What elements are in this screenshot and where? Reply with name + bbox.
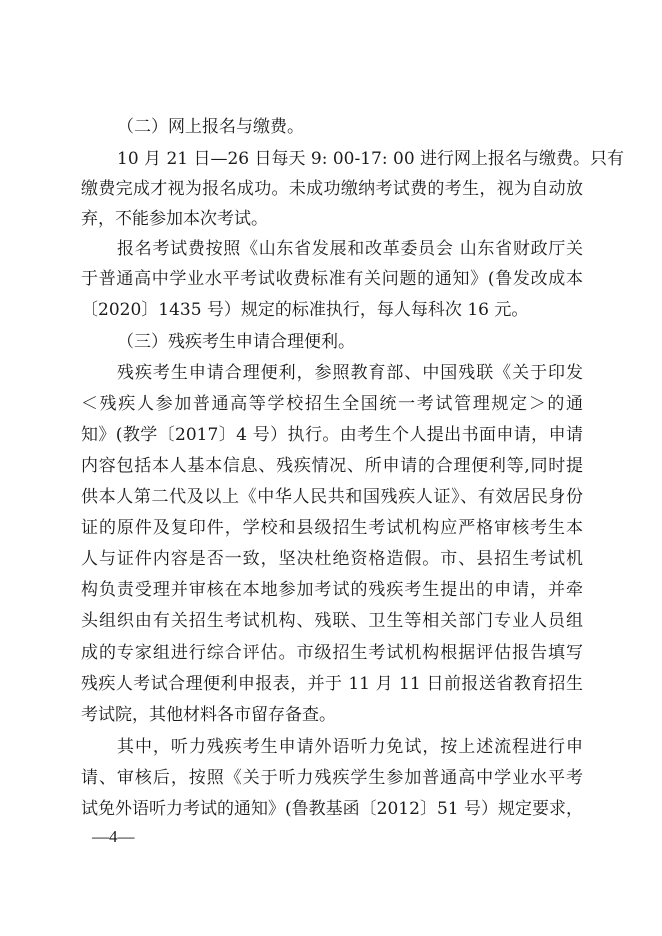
paragraph-line: 成的专家组进行综合评估。市级招生考试机构根据评估报告填写 bbox=[81, 643, 583, 663]
paragraph-line: 考试院，其他材料各市留存备查。 bbox=[81, 705, 336, 725]
paragraph-line: ＜残疾人参加普通高等学校招生全国统一考试管理规定＞的通 bbox=[81, 394, 583, 414]
paragraph-line: 〔2020〕1435 号）规定的标准执行，每人每科次 16 元。 bbox=[81, 300, 529, 320]
section-heading-online-registration: （二）网上报名与缴费。 bbox=[117, 117, 304, 137]
paragraph-line: 请、审核后，按照《关于听力残疾学生参加普通高中学业水平考 bbox=[81, 768, 583, 788]
paragraph-line: 知》(教学〔2017〕4 号）执行。由考生个人提出书面申请，申请 bbox=[81, 425, 583, 445]
paragraph-line: 于普通高中学业水平考试收费标准有关问题的通知》(鲁发改成本 bbox=[81, 269, 583, 289]
paragraph-line: 证的原件及复印件，学校和县级招生考试机构应严格审核考生本 bbox=[81, 518, 583, 538]
paragraph-line: 试免外语听力考试的通知》(鲁教基函〔2012〕51 号）规定要求， bbox=[81, 799, 583, 819]
paragraph-line: 缴费完成才视为报名成功。未成功缴纳考试费的考生，视为自动放 bbox=[81, 179, 583, 199]
paragraph-line: 报名考试费按照《山东省发展和改革委员会 山东省财政厅关 bbox=[117, 239, 583, 259]
section-heading-disability-accommodation: （三）残疾考生申请合理便利。 bbox=[117, 332, 355, 352]
paragraph-line: 供本人第二代及以上《中华人民共和国残疾人证》、有效居民身份 bbox=[81, 487, 583, 507]
paragraph-line: 构负责受理并审核在本地参加考试的残疾考生提出的申请，并牵 bbox=[81, 580, 583, 600]
paragraph-line: 残疾人考试合理便利申报表，并于 11 月 11 日前报送省教育招生 bbox=[81, 674, 583, 694]
paragraph-line: 内容包括本人基本信息、残疾情况、所申请的合理便利等,同时提 bbox=[81, 456, 583, 476]
paragraph-line: 弃，不能参加本次考试。 bbox=[81, 209, 268, 229]
paragraph-line: 其中，听力残疾考生申请外语听力免试，按上述流程进行申 bbox=[117, 737, 583, 757]
page-number: —4— bbox=[92, 827, 135, 846]
paragraph-line: 残疾考生申请合理便利，参照教育部、中国残联《关于印发 bbox=[117, 363, 583, 383]
paragraph-line: 人与证件内容是否一致，坚决杜绝资格造假。市、县招生考试机 bbox=[81, 549, 583, 569]
paragraph-line: 头组织由有关招生考试机构、残联、卫生等相关部门专业人员组 bbox=[81, 611, 583, 631]
paragraph-line: 10 月 21 日—26 日每天 9: 00-17: 00 进行网上报名与缴费。只有 bbox=[117, 149, 625, 169]
